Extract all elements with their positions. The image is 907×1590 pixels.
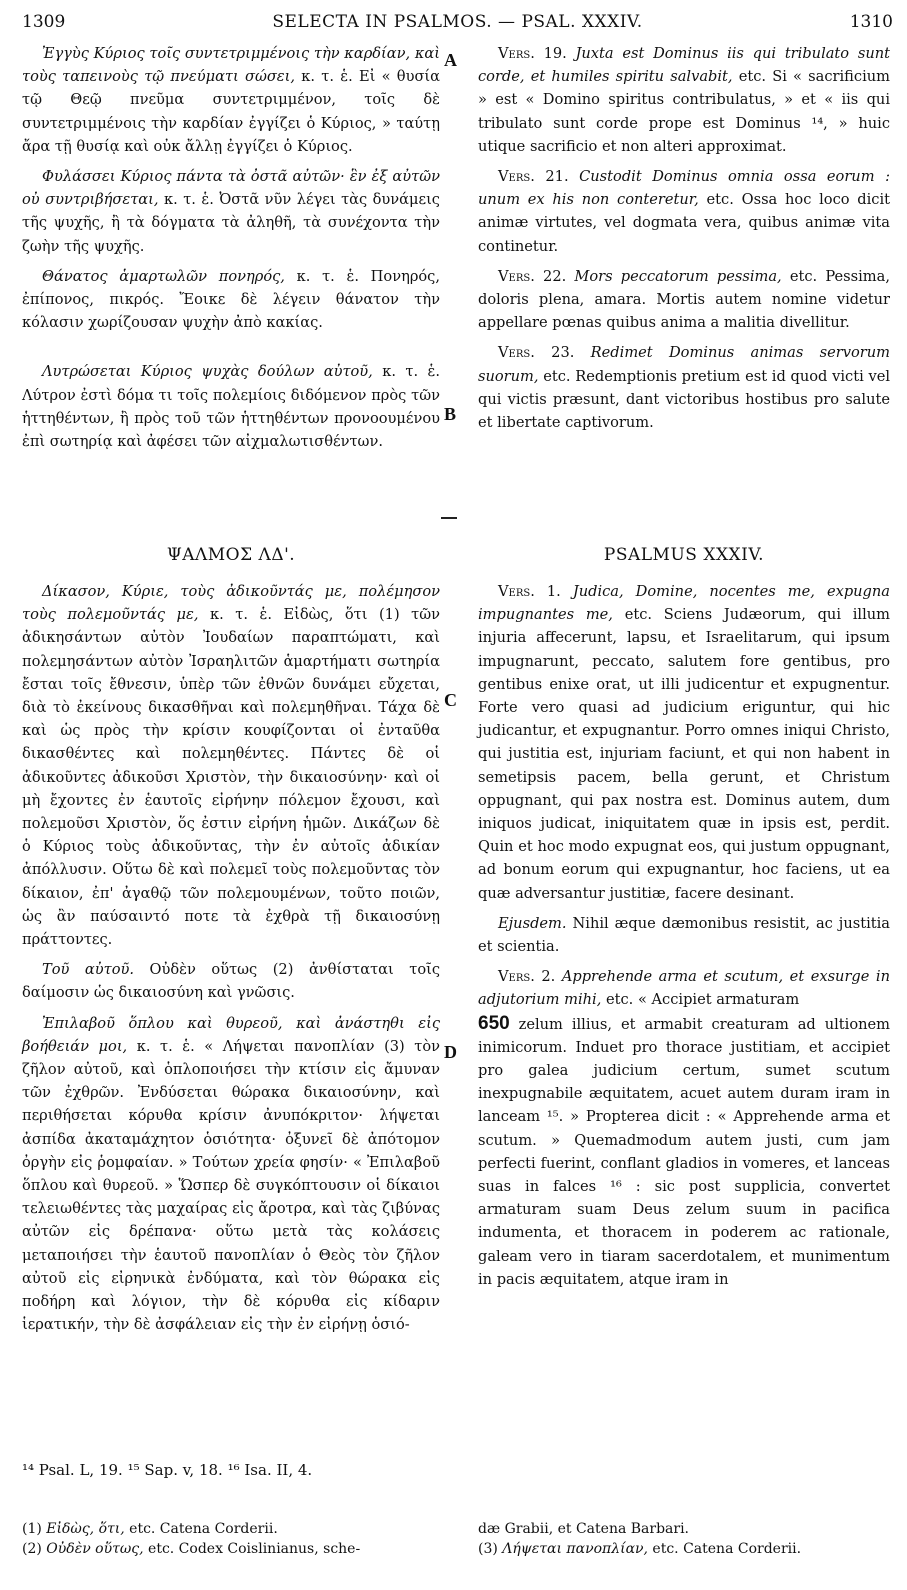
latin-paragraph: Vers. 2. Apprehende arma et scutum, et exsurge in adjutorium mihi, etc. « Accipiet armaturam 650 zelum illius, et armabit creaturam ad ultionem inimicorum. Induet pro thorace justitiam, et accipiet pro galea judicium certum, sumet scutum inexpugnabile æquitatem, acuet autem duram iram in lanceam ¹⁵. » Propterea dicit : « Apprehende arma et scutum. » Quemadmodum autem justi, cum jam perfecti fuerint, conflant gladios in vomeres, et lanceas suas in falces ¹⁶ : sic post supplicia, convertet armaturam suam Deus zelum suum in pacifica indumenta, et thoracem in poderem ac rationale, galeam vero in tiaram sacerdotalem, et munimentum in pacis æquitatem, atque iram in <box>478 968 890 1288</box>
margin-letter-a: A <box>444 50 457 70</box>
margin-letter-c: C <box>444 690 457 710</box>
margin-letter-d: D <box>444 1042 457 1062</box>
footnote-2-continued: dæ Grabii, et Catena Barbari. <box>478 1521 690 1537</box>
latin-paragraph: Vers. 23. Redimet Dominus animas servorum suorum, etc. Redemptionis pretium est id quod victi vel qui victis præsunt, dant victoribus hostibus pro salute et libertate captivorum. <box>478 344 890 432</box>
running-title: SELECTA IN PSALMOS. — PSAL. XXXIV. <box>272 12 643 32</box>
margin-letter-b: B <box>444 404 457 424</box>
greek-paragraph: Ἐγγὺς Κύριος τοῖς συντετριμμένοις τὴν καρδίαν, καὶ τοὺς ταπεινοὺς τῷ πνεύματι σώσει, κ. τ. ἑ. Εἰ « θυσία τῷ Θεῷ πνεῦμα συντετριμμένον, τοῖς δὲ συντετριμμένοις τὴν καρδίαν ἐγγίζει ὁ Κύριος, » ταύτῃ ἄρα τῇ θυσίᾳ καὶ οὐκ ἄλλῃ ἐγγίζει ὁ Κύριος. <box>22 45 441 155</box>
greek-column-top <box>22 42 440 460</box>
latin-psalm-title: PSALMUS XXXIV. <box>603 545 765 565</box>
page-number-left: 1309 <box>22 12 66 32</box>
column-number: 650 <box>478 1012 510 1034</box>
greek-paragraph: Δίκασον, Κύριε, τοὺς ἀδικοῦντάς με, πολέμησον τοὺς πολεμοῦντάς με, κ. τ. ἑ. Εἰδὼς, ὅτι (1) τῶν ἀδικησάντων αὐτὸν Ἰουδαίων παραπτώματι, καὶ πολεμησάντων αὐτὸν Ἰσραηλιτῶν ἁμαρτήματι σωτηρία ἔσται τοῖς ἔθνεσιν, ὑπὲρ τῶν ἐθνῶν δυνάμει εὔχεται, διὰ τὸ ἐκείνους δικασθῆναι καὶ πολεμηθῆναι. Τάχα δὲ καὶ ὡς πρὸς τὴν κρίσιν κουφίζονται οἱ ἐνταῦθα δικασθέντες καὶ πολεμηθέντες. Πάντες δὲ οἱ ἀδικοῦντες ἀδικοῦσι Χριστὸν, τὴν δικαιοσύνην· καὶ οἱ μὴ ἔχοντες ἐν ἑαυτοῖς εἰρήνην πόλεμον ἔχουσι, καὶ πολεμοῦσι Χριστὸν, ὅς ἐστιν εἰρήνη ἡμῶν. Δικάζων δὲ ὁ Κύριος τοὺς ἀδικοῦντας, τὴν ἐν αὐτοῖς ἀδικίαν ἀπόλλυσιν. Οὕτω δὲ καὶ πολεμεῖ τοὺς πολεμοῦντας τὸν δίκαιον, ἐπ' ἀγαθῷ τῶν πολεμουμένων, τοῦτο ποιῶν, ὡς ἂν παύσαιντό ποτε τὰ ἐχθρὰ τῇ δικαιοσύνῃ πράττοντες. <box>22 583 440 949</box>
page-number-right: 1310 <box>849 12 893 32</box>
greek-paragraph: Θάνατος ἁμαρτωλῶν πονηρός, κ. τ. ἑ. Πονηρός, ἐπίπονος, πικρός. Ἔοικε δὲ λέγειν θάνατον τὴν κόλασιν χωρίζουσαν ψυχὴν ἀπὸ κακίας. <box>22 267 440 332</box>
latin-column-top <box>478 42 890 441</box>
running-header <box>22 8 893 34</box>
footnote-3: (3) Λήψεται πανοπλίαν, etc. Catena Corderii. <box>478 1541 802 1557</box>
footnote-2: (2) Οὐδὲν οὕτως, etc. Codex Coislinianus, sche- <box>22 1541 361 1557</box>
latin-paragraph: Ejusdem. Nihil æque dæmonibus resistit, ac justitia et scientia. <box>478 914 890 956</box>
latin-paragraph: Vers. 21. Custodit Dominus omnia ossa eorum : unum ex his non conteretur, etc. Ossa hoc loco dicit animæ virtutes, vel dogmata vera, quibus animæ vita continetur. <box>478 168 890 255</box>
scripture-references: ¹⁴ Psal. L, 19. ¹⁵ Sap. v, 18. ¹⁶ Isa. II, 4. <box>22 1461 313 1479</box>
latin-paragraph: Vers. 22. Mors peccatorum pessima, etc. Pessima, doloris plena, amara. Mortis autem nomine videtur appellare pœnas quibus anima a malitia divellitur. <box>478 267 890 332</box>
section-divider <box>441 517 457 519</box>
latin-paragraph: Vers. 19. Juxta est Dominus iis qui tribulato sunt corde, et humiles spiritu salvabit, etc. Si « sacrificium » est « Domino spiritus contribulatus, » et « iis qui tribulato sunt corde prope est Dominus ¹⁴, » huic utique sacrificio et non alteri approximat. <box>478 45 890 155</box>
greek-psalm-title: ΨΑΛΜΟΣ ΛΔ'. <box>166 545 296 565</box>
greek-column-bottom <box>22 580 440 1337</box>
greek-paragraph: Τοῦ αὐτοῦ. Οὐδὲν οὕτως (2) ἀνθίσταται τοῖς δαίμοσιν ὡς δικαιοσύνη καὶ γνῶσις. <box>22 961 440 1002</box>
latin-paragraph: Vers. 1. Judica, Domine, nocentes me, expugna impugnantes me, etc. Sciens Judæorum, qui illum injuria affecerunt, lapsu, et Israelitarum, qui ipsum impugnarunt, peccato, salutem fore gentibus, pro gentibus enixe orat, ut illi judicentur et expugnentur. Forte vero quasi ad judicium eriguntur, qui hic judicantur, et expugnantur. Porro omnes iniqui Christo, qui justitia est, injuriam faciunt, et qui non habent in semetipsis pacem, bella gerunt, et Christum oppugnant, qui pax nostra est. Dominus autem, dum iniquos judicat, iniquitatem quæ in ipsis est, perdit. Quin et hoc modo expugnat eos, qui justum oppugnant, ad bonum eorum qui expugnantur, hoc faciens, ut ea quæ adversantur justitiæ, facere desinant. <box>478 583 891 902</box>
footnote-1: (1) Εἰδὼς, ὅτι, etc. Catena Corderii. <box>22 1521 278 1537</box>
greek-paragraph: Φυλάσσει Κύριος πάντα τὰ ὀστᾶ αὐτῶν· ἓν ἐξ αὐτῶν οὐ συντριβήσεται, κ. τ. ἑ. Ὀστᾶ νῦν λέγει τὰς δυνάμεις τῆς ψυχῆς, ἢ τὰ δόγματα τὰ ἀληθῆ, τὰ συνέχοντα τὴν ζωὴν τῆς ψυχῆς. <box>22 168 440 255</box>
greek-paragraph: Ἐπιλαβοῦ ὅπλου καὶ θυρεοῦ, καὶ ἀνάστηθι εἰς βοήθειάν μοι, κ. τ. ἑ. « Λήψεται πανοπλίαν (3) τὸν ζῆλον αὐτοῦ, καὶ ὁπλοποιήσει τὴν κτίσιν εἰς ἄμυναν τῶν ἐχθρῶν. Ἐνδύσεται θώρακα δικαιοσύνην, καὶ περιθήσεται κόρυθα κρίσιν ἀνυπόκριτον· λήψεται ἀσπίδα ἀκαταμάχητον ὁσιότητα· ὀξυνεῖ δὲ ἀπότομον ὀργὴν εἰς ῥομφαίαν. » Τούτων χρεία φησίν· « Ἐπιλαβοῦ ὅπλου καὶ θυρεοῦ. » Ὥσπερ δὲ συγκόπτουσιν οἱ δίκαιοι τελειωθέντες τὰς μαχαίρας εἰς ἄροτρα, καὶ τὰς ζιβύνας αὐτῶν εἰς δρέπανα· οὕτω μετὰ τὰς κολάσεις μεταποιήσει τὴν ἑαυτοῦ πανοπλίαν ὁ Θεὸς τὸν ζῆλον αὐτοῦ εἰς εἰρηνικὰ ἐνδύματα, καὶ τὸν θώρακα εἰς ποδήρη καὶ λόγιον, τὴν δὲ κόρυθα εἰς κίδαριν ἱερατικήν, τὴν δὲ ἀσφάλειαν εἰς τὴν ἐν εἰρήνῃ ὁσιό- <box>22 1014 441 1334</box>
greek-paragraph: Λυτρώσεται Κύριος ψυχὰς δούλων αὐτοῦ, κ. τ. ἑ. Λύτρον ἐστὶ δόμα τι τοῖς πολεμίοις διδόμενον πρὸς τῶν ἡττηθέντων, ἢ πρὸς τοῦ τῶν ἡττηθέντων προνοουμένου ἐπὶ σωτηρίᾳ καὶ ἀφέσει τῶν αἰχμαλωτισθέντων. <box>22 363 440 451</box>
latin-column-bottom <box>478 580 890 1291</box>
